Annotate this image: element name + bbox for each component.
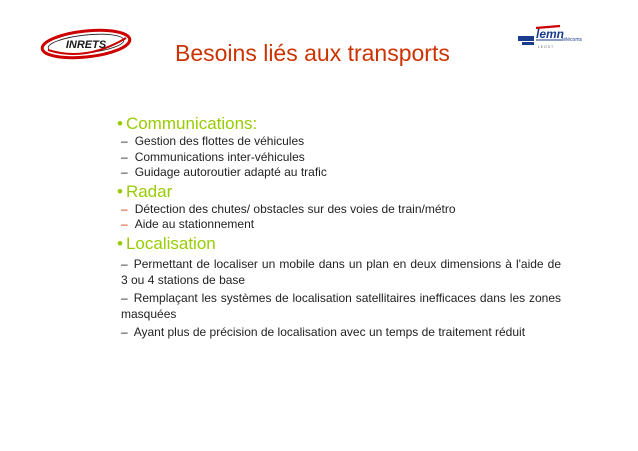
svg-text:télécoms: télécoms (562, 37, 583, 43)
section-heading-radar: • Radar (117, 181, 173, 201)
bullet-icon: • (117, 114, 123, 133)
localisation-paragraph: – Remplaçant les systèmes de localisation satellitaires inefficaces dans les zones masquées (121, 290, 561, 321)
svg-text:INRETS: INRETS (65, 39, 107, 51)
svg-text:L E O S T: L E O S T (538, 45, 554, 49)
communications-list (117, 134, 561, 181)
dash-icon: – (121, 201, 128, 216)
svg-text:lemn: lemn (536, 27, 565, 41)
section-heading-communications: • Communications: (117, 114, 258, 133)
dash-icon: – (121, 256, 128, 271)
localisation-paragraph: – Permettant de localiser un mobile dans un plan en deux dimensions à l'aide de 3 ou 4 stations de base (121, 256, 561, 287)
dash-icon: – (121, 165, 128, 179)
leost-logo (516, 22, 586, 56)
bullet-icon: • (117, 181, 123, 201)
slide-content (117, 114, 561, 340)
dash-icon: – (121, 290, 128, 305)
list-item: – Aide au stationnement (121, 217, 255, 231)
slide-title: Besoins liés aux transports (175, 40, 450, 66)
dash-icon: – (121, 324, 128, 339)
dash-icon: – (121, 134, 128, 148)
dash-icon: – (121, 149, 128, 164)
leost-logo-icon (516, 22, 586, 56)
inrets-logo (40, 28, 132, 60)
list-item: – Guidage autoroutier adapté au trafic (121, 165, 327, 179)
radar-list (117, 202, 561, 233)
bullet-icon: • (117, 233, 123, 253)
dash-icon: – (121, 217, 128, 231)
inrets-logo-icon (40, 28, 132, 60)
list-item: – Communications inter-véhicules (121, 149, 305, 164)
list-item: – Gestion des flottes de véhicules (121, 134, 305, 148)
list-item: – Détection des chutes/ obstacles sur des voies de train/métro (121, 201, 456, 216)
section-heading-localisation: • Localisation (117, 233, 216, 253)
localisation-paragraph: – Ayant plus de précision de localisation avec un temps de traitement réduit (121, 324, 526, 339)
